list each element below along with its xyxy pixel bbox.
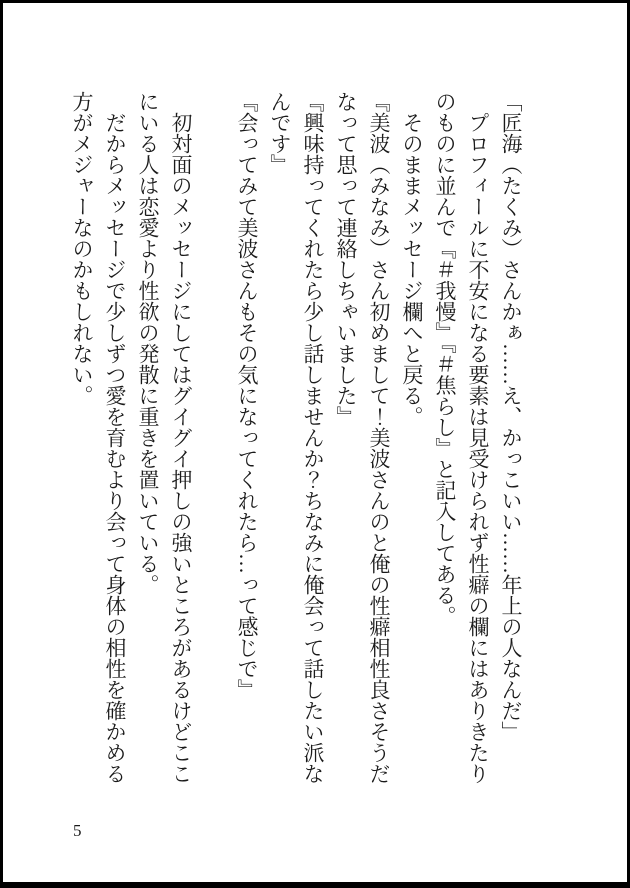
text-line: にいる人は恋愛より性欲の発散に重きを置いている。 (136, 91, 160, 595)
text-line: 『美波（みなみ）さん初めまして！美波さんのと俺の性癖相性良さそうだ (367, 91, 391, 784)
text-line: だからメッセージで少しずつ愛を育むより会って身体の相性を確かめる (103, 112, 127, 784)
text-line: そのままメッセージ欄へと戻る。 (400, 112, 424, 427)
text-line: 初対面のメッセージにしてはグイグイ押しの強いところがあるけどここ (169, 112, 193, 784)
text-line: 『興味持ってくれたら少し話しませんか？ちなみに俺会って話したい派な (301, 91, 325, 784)
blank-line (197, 91, 230, 803)
page-number: 5 (73, 821, 82, 840)
text-line: のものに並んで『＃我慢』『＃焦らし』と記入してある。 (433, 91, 457, 627)
text-block (65, 91, 527, 803)
text-line: 方がメジャーなのかもしれない。 (70, 91, 94, 406)
text-line: プロフィールに不安になる要素は見受けられず性癖の欄にはありきたり (466, 112, 490, 784)
text-line: なって思って連絡しちゃいました』 (334, 91, 358, 427)
text-line: んです』 (268, 91, 292, 175)
text-line: 「匠海（たくみ）さんかぁ……え、かっこいい……年上の人なんだ」 (499, 91, 523, 742)
text-line: 『会ってみて美波さんもその気になってくれたら…って感じで』 (235, 91, 259, 700)
